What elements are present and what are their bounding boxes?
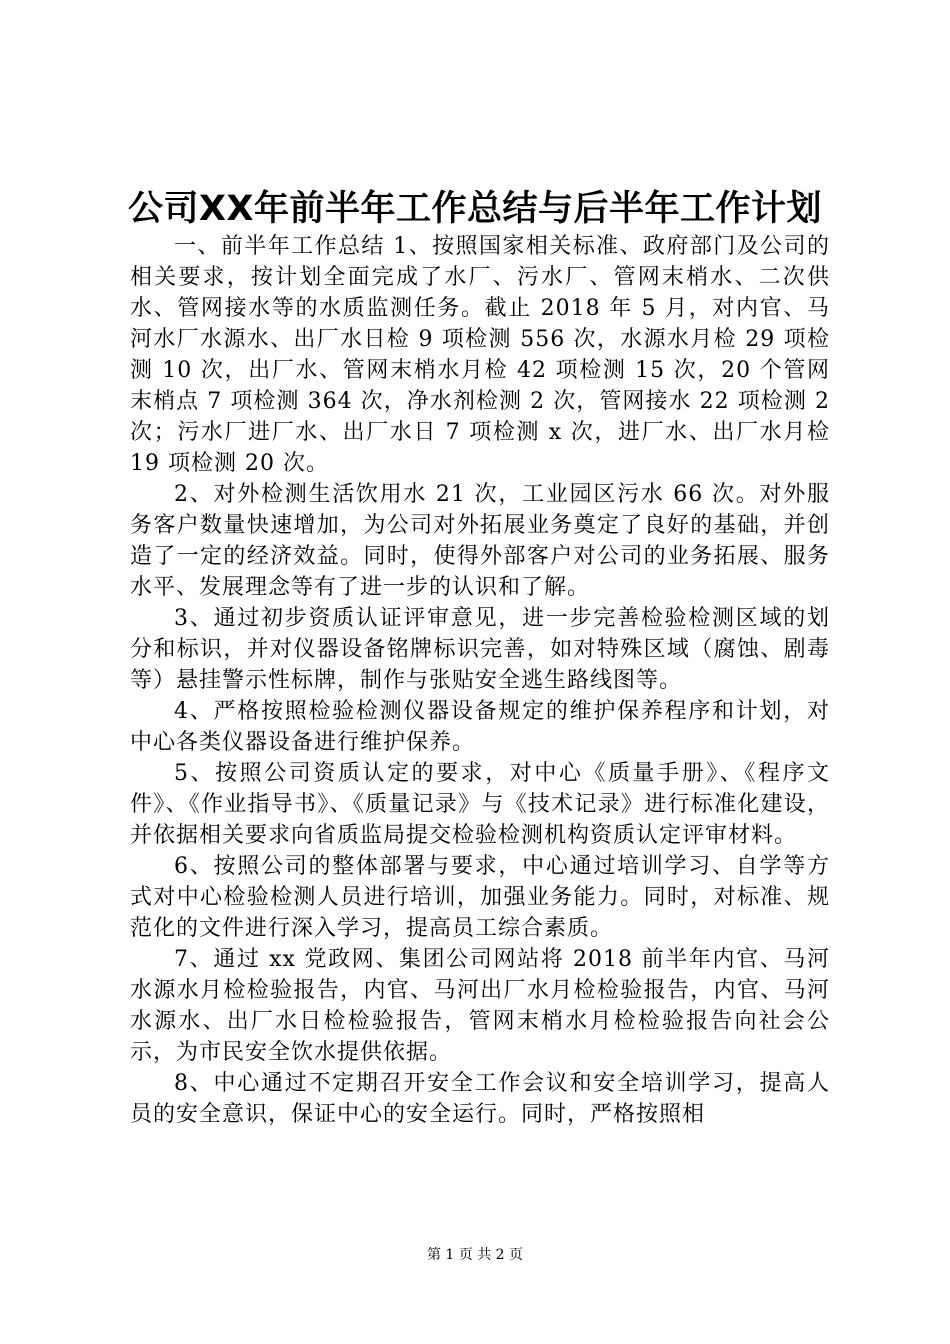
- paragraph-1: 一、前半年工作总结 1、按照国家相关标准、政府部门及公司的相关要求，按计划全面完成了水厂、污水厂、管网末梢水、二次供水、管网接水等的水质监测任务。截止 2018 年 5 月，对内官、马河水厂水源水、出厂水日检 9 项检测 556 次，水源水月检 29 项检测 10 次，出厂水、管网末梢水月检 42 项检测 15 次，20 个管网末梢点 7 项检测 364 次，净水剂检测 2 次，管网接水 22 项检测 2 次；污水厂进厂水、出厂水日 7 项检测 x 次，进厂水、出厂水月检 19 项检测 20 次。: [130, 234, 830, 476]
- paragraph-3: 3、通过初步资质认证评审意见，进一步完善检验检测区域的划分和标识，并对仪器设备铭牌标识完善，如对特殊区域（腐蚀、剧毒等）悬挂警示性标牌，制作与张贴安全逃生路线图等。: [130, 606, 830, 693]
- paragraph-7: 7、通过 xx 党政网、集团公司网站将 2018 前半年内官、马河水源水月检检验报告，内官、马河出厂水月检检验报告，内官、马河水源水、出厂水日检检验报告，管网末梢水月检检验报告向社会公示，为市民安全饮水提供依据。: [130, 947, 830, 1065]
- paragraph-5: 5、按照公司资质认定的要求，对中心《质量手册》、《程序文件》、《作业指导书》、《质量记录》与《技术记录》进行标准化建设，并依据相关要求向省质监局提交检验检测机构资质认定评审材料。: [130, 761, 830, 848]
- paragraph-2: 2、对外检测生活饮用水 21 次，工业园区污水 66 次。对外服务客户数量快速增加，为公司对外拓展业务奠定了良好的基础，并创造了一定的经济效益。同时，使得外部客户对公司的业务拓展、服务水平、发展理念等有了进一步的认识和了解。: [130, 482, 830, 600]
- document-body: [130, 231, 830, 1130]
- paragraph-4: 4、严格按照检验检测仪器设备规定的维护保养程序和计划，对中心各类仪器设备进行维护保养。: [130, 699, 830, 755]
- paragraph-8: 8、中心通过不定期召开安全工作会议和安全培训学习，提高人员的安全意识，保证中心的安全运行。同时，严格按照相: [130, 1071, 830, 1127]
- document-title: 公司XX年前半年工作总结与后半年工作计划: [128, 189, 822, 229]
- paragraph-6: 6、按照公司的整体部署与要求，中心通过培训学习、自学等方式对中心检验检测人员进行培训，加强业务能力。同时，对标准、规范化的文件进行深入学习，提高员工综合素质。: [130, 854, 830, 941]
- page-footer: 第 1 页 共 2 页: [426, 1247, 524, 1263]
